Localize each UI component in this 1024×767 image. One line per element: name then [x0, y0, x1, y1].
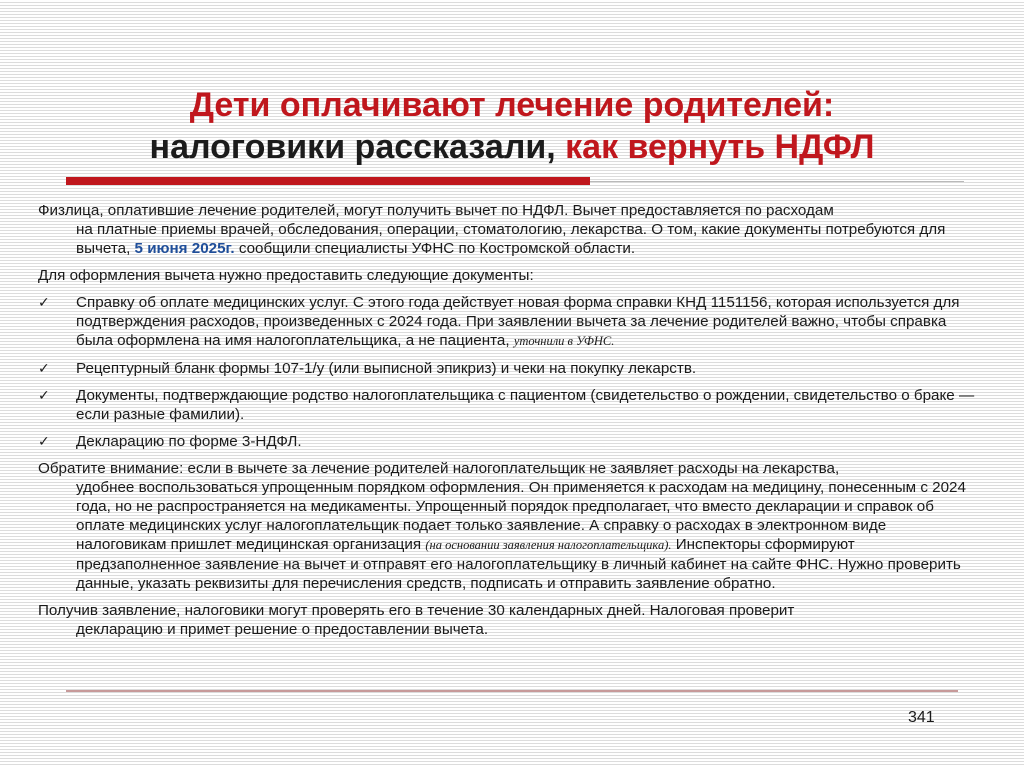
- final-continuation: декларацию и примет решение о предоставлении вычета.: [76, 621, 489, 638]
- intro-text-3: сообщили специалисты УФНС по Костромской области.: [238, 240, 636, 257]
- slide-content: [38, 201, 978, 647]
- page-number: 341: [908, 709, 935, 726]
- attention-text-1: удобнее воспользоваться упрощенным порядком оформления. Он применяется к расходам на медицину, понесенным с 2024 года, но не распространяется на медикаменты. Упрощенный порядок предполагает, что вместо декларации и справок об оплате медицинских услуг налогоплательщик подает только заявление. А справку о расходах в электронном виде налоговикам пришлет медицинская организация: [76, 479, 966, 553]
- title-line-1: Дети оплачивают лечение родителей:: [189, 86, 835, 124]
- check-mark-icon: ✓: [38, 387, 50, 403]
- checklist-item-2: [38, 359, 978, 378]
- slide-title: [60, 84, 964, 168]
- item-1-body: Справку об оплате медицинских услуг. С этого года действует новая форма справки КНД 1151156, которая используется для подтверждения расходов, произведенных с 2024 года. При заявлении вычета за лечение родителей важно, чтобы справка была оформлена на имя налогоплательщика, а не пациента,: [76, 294, 960, 349]
- checklist-item-3: [38, 386, 978, 424]
- intro-paragraph: [38, 201, 978, 258]
- attention-continuation: [38, 478, 978, 593]
- title-line-2-part-2: как вернуть НДФЛ: [565, 128, 875, 166]
- checklist-item-4-text: Декларацию по форме 3-НДФЛ.: [76, 433, 302, 450]
- bottom-divider: [66, 690, 958, 692]
- intro-text-2: на платные приемы врачей, обследования, операции, стоматологию, лекарства. О том, какие документы потребуются для вычета,: [76, 221, 946, 257]
- attention-text-2: Инспекторы сформируют предзаполненное заявление на вычет и отправят его налогоплательщику в личный кабинет на сайте ФНС. Нужно проверить данные, указать реквизиты для перечисления средств, подписать и отправить заявление обратно.: [76, 536, 961, 592]
- title-underline-gray: [590, 181, 964, 182]
- attention-note: (на основании заявления налогоплательщика).: [425, 538, 672, 552]
- title-underline-red: [66, 177, 590, 185]
- checklist-item-1-text: [76, 293, 978, 351]
- check-mark-icon: ✓: [38, 433, 50, 449]
- checklist-item-1: [38, 293, 978, 351]
- checklist-item-4: [38, 432, 978, 451]
- intro-date: 5 июня 2025г.: [134, 240, 235, 257]
- intro-continuation: [38, 220, 978, 258]
- attention-paragraph: [38, 459, 978, 593]
- final-first-line: Получив заявление, налоговики могут проверять его в течение 30 календарных дней. Налоговая проверит: [38, 602, 795, 619]
- attention-first-line: Обратите внимание: если в вычете за лечение родителей налогоплательщик не заявляет расходы на лекарства,: [38, 460, 840, 477]
- check-mark-icon: ✓: [38, 294, 50, 310]
- checklist-item-3-text: Документы, подтверждающие родство налогоплательщика с пациентом (свидетельство о рождении, свидетельство о браке — если разные фамилии).: [76, 387, 975, 423]
- item-1-note: уточнили в УФНС.: [513, 334, 615, 348]
- intro-first-line: Физлица, оплатившие лечение родителей, могут получить вычет по НДФЛ. Вычет предоставляется по расходам: [38, 202, 834, 219]
- title-line-2-part-1: налоговики рассказали,: [149, 128, 556, 166]
- checklist-item-2-text: Рецептурный бланк формы 107-1/у (или выписной эпикриз) и чеки на покупку лекарств.: [76, 360, 697, 377]
- check-mark-icon: ✓: [38, 360, 50, 376]
- documents-heading: Для оформления вычета нужно предоставить следующие документы:: [38, 267, 534, 284]
- final-paragraph: [38, 601, 978, 639]
